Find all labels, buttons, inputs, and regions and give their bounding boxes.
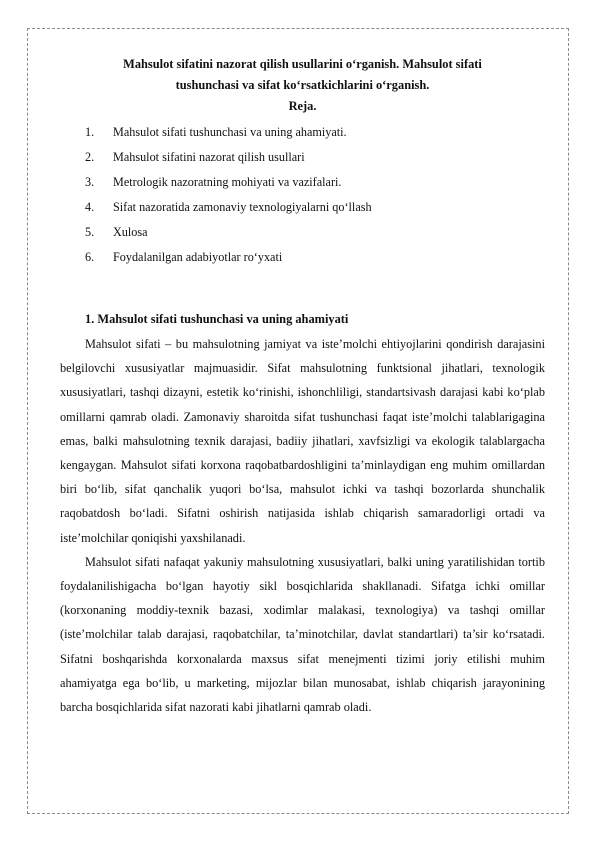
- plan-heading: Reja.: [288, 99, 317, 113]
- body-paragraph: Mahsulot sifati nafaqat yakuniy mahsulotning xususiyatlari, balki uning yaratilishidan tortib foydalanilishigacha bo‘lgan hayotiy sikl bosqichlarida shakllanadi. Sifatga ichki omillar (korxonaning moddiy-texnik bazasi, xodimlar malakasi, texnologiya) va tashqi omillar (iste’molchilar talab darajasi, raqobatchilar, ta’minotchilar, davlat standartlari) ta’sir ko‘rsatadi. Sifatni boshqarishda korxonalarda maxsus sifat menejmenti tizimi joriy etilishi muhim ahamiyatga ega bo‘lib, u marketing, mijozlar bilan munosabat, ishlab chiqarish jarayonining barcha bosqichlarida sifat nazorati kabi jihatlarni qamrab oladi.: [60, 554, 545, 715]
- plan-item: [85, 220, 545, 245]
- plan-item: [85, 170, 545, 195]
- plan-item-number: 5.: [85, 225, 95, 239]
- document-body: [60, 54, 545, 719]
- body-paragraph: Mahsulot sifati – bu mahsulotning jamiyat va iste’molchi ehtiyojlarini qondirish darajasini belgilovchi xususiyatlar majmuasidir. Sifat mahsulotning funktsional jihatlari, texnologik xususiyatlari, tashqi dizayni, estetik ko‘rinishi, ishonchliligi, standartsivash darajasi kabi ko‘plab omillarni qamrab oladi. Zamonaviy sharoitda sifat tushunchasi faqat iste’molchi talablarigagina emas, balki mahsulotning texnik darajasi, badiiy jihatlari, xavfsizligi va ekologik talablargacha kengaygan. Mahsulot sifati korxona raqobatbardoshligini ta’minlaydigan eng muhim omillardan biri bo‘lib, sifat qanchalik yuqori bo‘lsa, mahsulot ichki va tashqi bozorlarda shunchalik raqobatdosh bo‘ladi. Sifatni oshirish natijasida ishlab chiqarish samaradorligi ortadi va iste’molchilar qoniqishi yaxshilanadi.: [60, 337, 545, 545]
- document-title: [60, 54, 545, 96]
- plan-list: [60, 120, 545, 270]
- plan-item-number: 2.: [85, 150, 95, 164]
- plan-item-number: 4.: [85, 200, 95, 214]
- plan-item: [85, 120, 545, 145]
- plan-item-number: 1.: [85, 125, 95, 139]
- plan-item: [85, 145, 545, 170]
- plan-item-text: Mahsulot sifati tushunchasi va uning ahamiyati.: [113, 125, 347, 139]
- plan-item-text: Sifat nazoratida zamonaviy texnologiyalarni qo‘llash: [113, 200, 372, 214]
- plan-item-number: 3.: [85, 175, 95, 189]
- plan-item-text: Foydalanilgan adabiyotlar ro‘yxati: [113, 250, 283, 264]
- plan-item-number: 6.: [85, 250, 95, 264]
- plan-item-text: Xulosa: [113, 225, 148, 239]
- plan-item: [85, 245, 545, 270]
- title-line-1: Mahsulot sifatini nazorat qilish usullarini o‘rganish. Mahsulot sifati: [123, 57, 482, 71]
- plan-item-text: Mahsulot sifatini nazorat qilish usullari: [113, 150, 305, 164]
- title-line-2: tushunchasi va sifat ko‘rsatkichlarini o‘rganish.: [175, 78, 430, 92]
- plan-item-text: Metrologik nazoratning mohiyati va vazifalari.: [113, 175, 342, 189]
- section-heading: 1. Mahsulot sifati tushunchasi va uning ahamiyati: [85, 312, 349, 326]
- plan-item: [85, 195, 545, 220]
